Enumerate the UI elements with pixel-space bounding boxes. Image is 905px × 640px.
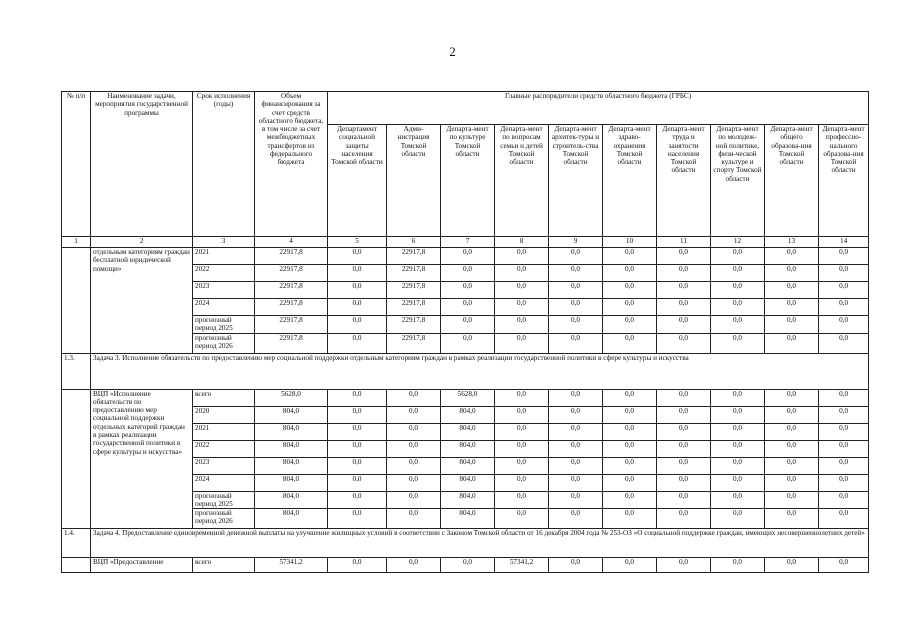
value-cell: 22917,8 [387,299,441,316]
value-cell: 0,0 [819,474,869,491]
value-cell: 0,0 [657,389,711,406]
value-cell: 0,0 [328,474,387,491]
period-cell: 2022 [193,265,255,282]
value-cell: 0,0 [657,406,711,423]
value-cell: 0,0 [711,389,765,406]
value-cell: 0,0 [603,265,657,282]
header-grbs-10: Департа-мент профессио-нального образова-ния Томской области [819,125,869,237]
value-cell: 22917,8 [255,316,328,334]
value-cell: 0,0 [603,333,657,353]
value-cell: 0,0 [657,457,711,474]
value-cell: 0,0 [711,491,765,509]
value-cell: 0,0 [603,558,657,573]
value-cell: 0,0 [765,440,819,457]
value-cell: 0,0 [657,316,711,334]
value-cell: 0,0 [711,457,765,474]
value-cell: 22917,8 [255,265,328,282]
period-cell: 2022 [193,440,255,457]
period-cell: прогнозный период 2025 [193,491,255,509]
row-number-cell [62,389,91,529]
header-grbs-9: Департа-мент общего образова-ния Томской области [765,125,819,237]
value-cell: 804,0 [255,406,328,423]
value-cell: 0,0 [328,457,387,474]
value-cell: 0,0 [328,440,387,457]
value-cell: 804,0 [255,440,328,457]
value-cell: 0,0 [819,491,869,509]
value-cell: 0,0 [387,457,441,474]
value-cell: 0,0 [765,423,819,440]
value-cell: 0,0 [441,333,495,353]
value-cell: 0,0 [441,299,495,316]
task-row [62,353,869,389]
value-cell: 0,0 [765,457,819,474]
value-cell: 22917,8 [255,299,328,316]
value-cell: 0,0 [387,389,441,406]
row-number-cell [62,248,91,354]
value-cell: 0,0 [495,491,549,509]
value-cell: 0,0 [495,299,549,316]
value-cell: 0,0 [549,474,603,491]
value-cell: 804,0 [255,474,328,491]
value-cell: 804,0 [441,457,495,474]
value-cell: 0,0 [495,423,549,440]
value-cell: 22917,8 [255,282,328,299]
header-grbs-1: Департамент социальной защиты населения Томской области [328,125,387,237]
value-cell: 0,0 [657,491,711,509]
value-cell: 57341,2 [255,558,328,573]
value-cell: 22917,8 [387,316,441,334]
value-cell: 5628,0 [255,389,328,406]
column-number: 12 [711,237,765,248]
value-cell: 0,0 [387,423,441,440]
value-cell: 0,0 [711,265,765,282]
value-cell: 0,0 [549,299,603,316]
value-cell: 0,0 [765,406,819,423]
value-cell: 0,0 [819,558,869,573]
value-cell: 0,0 [387,558,441,573]
value-cell: 0,0 [328,299,387,316]
value-cell: 0,0 [495,248,549,265]
value-cell: 0,0 [328,491,387,509]
value-cell: 0,0 [549,509,603,529]
value-cell: 0,0 [711,474,765,491]
value-cell: 0,0 [603,457,657,474]
value-cell: 0,0 [328,406,387,423]
task-number: 1.3. [62,353,91,389]
value-cell: 804,0 [441,406,495,423]
value-cell: 0,0 [328,558,387,573]
value-cell: 0,0 [549,316,603,334]
header-volume: Объем финансирования за счет средств областного бюджета, в том числе за счет межбюджетных трансфертов из федерального бюджета [255,92,328,237]
value-cell: 0,0 [441,316,495,334]
column-number: 8 [495,237,549,248]
value-cell: 0,0 [765,282,819,299]
header-grbs-3: Департа-мент по культуре Томской области [441,125,495,237]
value-cell: 804,0 [441,509,495,529]
value-cell: 804,0 [255,457,328,474]
value-cell: 57341,2 [495,558,549,573]
value-cell: 0,0 [819,282,869,299]
value-cell: 0,0 [328,509,387,529]
value-cell: 0,0 [495,333,549,353]
measure-name: ВЦП «Исполнение обязательств по предоставлению мер социальной поддержки отдельных категорий граждан в рамках реализации государственной политики в сфере культуры и искусства» [91,389,193,529]
value-cell: 0,0 [765,474,819,491]
value-cell: 0,0 [328,282,387,299]
value-cell: 0,0 [765,389,819,406]
value-cell: 0,0 [819,457,869,474]
value-cell: 0,0 [711,509,765,529]
value-cell: 0,0 [603,440,657,457]
row-number-cell [62,558,91,573]
value-cell: 0,0 [495,282,549,299]
value-cell: 22917,8 [255,248,328,265]
value-cell: 0,0 [711,440,765,457]
value-cell: 0,0 [549,440,603,457]
value-cell: 0,0 [328,248,387,265]
value-cell: 0,0 [495,406,549,423]
value-cell: 0,0 [765,333,819,353]
header-grbs-8: Департа-мент по молодеж-ной политике, физи-ческой культуре и спорту Томской области [711,125,765,237]
value-cell: 0,0 [657,474,711,491]
value-cell: 0,0 [657,558,711,573]
period-cell: 2023 [193,282,255,299]
value-cell: 0,0 [765,558,819,573]
value-cell: 0,0 [819,333,869,353]
value-cell: 0,0 [387,474,441,491]
value-cell: 0,0 [657,333,711,353]
value-cell: 0,0 [549,457,603,474]
period-cell: 2021 [193,248,255,265]
value-cell: 0,0 [711,558,765,573]
column-number: 2 [91,237,193,248]
value-cell: 0,0 [441,282,495,299]
value-cell: 0,0 [819,389,869,406]
header-grbs-group: Главные распорядители средств областного бюджета (ГРБС) [328,92,869,125]
value-cell: 0,0 [711,406,765,423]
value-cell: 22917,8 [387,248,441,265]
value-cell: 0,0 [711,248,765,265]
period-cell: прогнозный период 2026 [193,509,255,529]
column-number: 5 [328,237,387,248]
table-row [62,248,869,265]
column-number: 11 [657,237,711,248]
value-cell: 0,0 [549,248,603,265]
value-cell: 0,0 [603,282,657,299]
column-number: 3 [193,237,255,248]
period-cell: 2020 [193,406,255,423]
column-number: 14 [819,237,869,248]
value-cell: 0,0 [603,299,657,316]
value-cell: 0,0 [495,509,549,529]
value-cell: 0,0 [328,333,387,353]
value-cell: 0,0 [549,406,603,423]
column-number: 4 [255,237,328,248]
value-cell: 0,0 [495,265,549,282]
value-cell: 0,0 [711,316,765,334]
value-cell: 22917,8 [387,265,441,282]
value-cell: 0,0 [819,509,869,529]
value-cell: 0,0 [387,406,441,423]
period-cell: 2024 [193,299,255,316]
column-number: 13 [765,237,819,248]
header-grbs-5: Департа-мент архитек-туры и строитель-ства Томской области [549,125,603,237]
value-cell: 0,0 [495,440,549,457]
value-cell: 0,0 [603,389,657,406]
value-cell: 0,0 [711,299,765,316]
header-name: Наименование задачи, мероприятия государственной программы [91,92,193,237]
header-grbs-6: Департа-мент здраво-охранения Томской области [603,125,657,237]
value-cell: 0,0 [328,423,387,440]
value-cell: 0,0 [765,299,819,316]
value-cell: 0,0 [603,248,657,265]
value-cell: 0,0 [711,423,765,440]
financing-table [61,91,869,573]
value-cell: 0,0 [387,509,441,529]
value-cell: 22917,8 [387,282,441,299]
value-cell: 0,0 [603,316,657,334]
value-cell: 0,0 [495,474,549,491]
value-cell: 0,0 [711,333,765,353]
period-cell: всего [193,389,255,406]
value-cell: 804,0 [255,509,328,529]
value-cell: 0,0 [657,248,711,265]
period-cell: прогнозный период 2025 [193,316,255,334]
value-cell: 0,0 [765,509,819,529]
value-cell: 0,0 [603,491,657,509]
value-cell: 0,0 [441,265,495,282]
task-row [62,529,869,558]
header-grbs-4: Департа-мент по вопросам семьи и детей Томской области [495,125,549,237]
value-cell: 0,0 [657,265,711,282]
task-text: Задача 4. Предоставление единовременной денежной выплаты на улучшение жилищных условий в соответствии с Законом Томской области от 16 декабря 2004 года № 253-ОЗ «О социальной поддержке граждан, имеющих несовершеннолетних детей» [91,529,869,558]
value-cell: 0,0 [549,558,603,573]
period-cell: прогнозный период 2026 [193,333,255,353]
value-cell: 0,0 [819,406,869,423]
value-cell: 0,0 [657,509,711,529]
value-cell: 0,0 [603,474,657,491]
value-cell: 0,0 [549,265,603,282]
value-cell: 0,0 [819,265,869,282]
measure-name: ВЦП «Предоставление [91,558,193,573]
column-number: 6 [387,237,441,248]
column-number: 1 [62,237,91,248]
value-cell: 0,0 [549,389,603,406]
column-number: 10 [603,237,657,248]
value-cell: 0,0 [765,265,819,282]
table-row [62,558,869,573]
measure-name: отдельным категориям граждан бесплатной юридической помощи» [91,248,193,354]
value-cell: 0,0 [549,423,603,440]
value-cell: 0,0 [819,299,869,316]
value-cell: 0,0 [549,282,603,299]
value-cell: 0,0 [441,248,495,265]
value-cell: 804,0 [441,491,495,509]
value-cell: 0,0 [819,440,869,457]
value-cell: 0,0 [711,282,765,299]
value-cell: 22917,8 [387,333,441,353]
value-cell: 804,0 [441,474,495,491]
header-no: № п/п [62,92,91,237]
value-cell: 0,0 [603,423,657,440]
value-cell: 0,0 [549,491,603,509]
value-cell: 0,0 [495,316,549,334]
header-period: Срок исполнения (годы) [193,92,255,237]
value-cell: 0,0 [657,423,711,440]
value-cell: 0,0 [819,248,869,265]
value-cell: 0,0 [657,282,711,299]
value-cell: 0,0 [657,299,711,316]
value-cell: 0,0 [495,457,549,474]
value-cell: 804,0 [255,491,328,509]
period-cell: 2021 [193,423,255,440]
period-cell: 2024 [193,474,255,491]
header-grbs-2: Адми-нистрация Томской области [387,125,441,237]
value-cell: 0,0 [603,406,657,423]
page-number: 2 [449,44,456,59]
value-cell: 804,0 [441,423,495,440]
value-cell: 804,0 [255,423,328,440]
value-cell: 0,0 [387,440,441,457]
task-text: Задача 3. Исполнение обязательств по предоставлению мер социальной поддержки отдельным категориям граждан в рамках реализации государственной политики в сфере культуры и искусства [91,353,869,389]
task-number: 1.4. [62,529,91,558]
value-cell: 0,0 [387,491,441,509]
value-cell: 0,0 [765,316,819,334]
value-cell: 804,0 [441,440,495,457]
column-number: 7 [441,237,495,248]
value-cell: 0,0 [328,316,387,334]
value-cell: 0,0 [819,423,869,440]
value-cell: 0,0 [328,389,387,406]
value-cell: 0,0 [441,558,495,573]
value-cell: 0,0 [657,440,711,457]
value-cell: 0,0 [549,333,603,353]
period-cell: 2023 [193,457,255,474]
value-cell: 0,0 [765,491,819,509]
value-cell: 5628,0 [441,389,495,406]
value-cell: 0,0 [603,509,657,529]
value-cell: 0,0 [495,389,549,406]
header-grbs-7: Департа-мент труда и занятости населения Томской области [657,125,711,237]
column-number: 9 [549,237,603,248]
value-cell: 22917,8 [255,333,328,353]
period-cell: всего [193,558,255,573]
value-cell: 0,0 [819,316,869,334]
table-row [62,389,869,406]
value-cell: 0,0 [328,265,387,282]
value-cell: 0,0 [765,248,819,265]
